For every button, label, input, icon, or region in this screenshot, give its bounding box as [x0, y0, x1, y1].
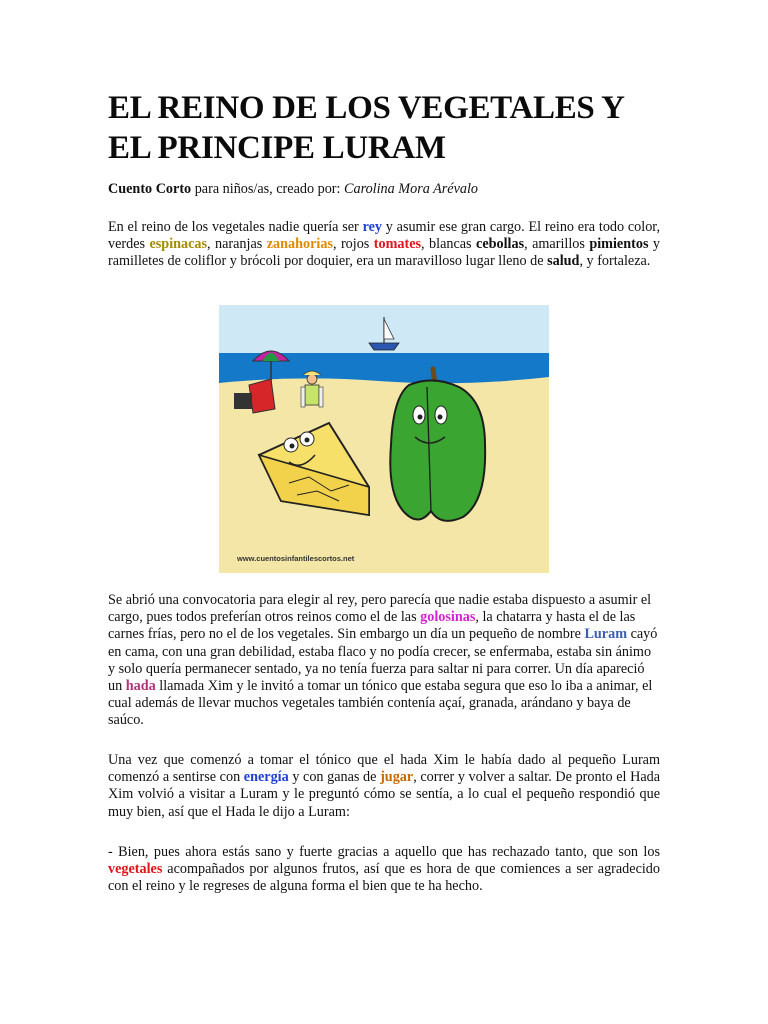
beach-bag [234, 393, 252, 409]
byline-text: para niños/as, creado por: [191, 181, 345, 197]
text-run: y ramilletes de coliflor y brócoli por doquier, era un maravilloso lugar lleno de [108, 236, 661, 270]
text-run: - Bien, pues ahora estás sano y fuerte gracias a aquello que has rechazado tanto, que son los [108, 844, 660, 860]
story-illustration [219, 305, 549, 573]
image-caption: www.cuentosinfantilescortos.net [237, 554, 355, 563]
towel [249, 379, 275, 413]
text-run: , naranjas [207, 236, 267, 253]
keyword-zanahorias: zanahorias [266, 236, 333, 253]
text-run: cayó en cama, con una gran debilidad, estaba flaco y no podía crecer, se enfermaba, estaba sin ánimo y solo quería permanecer sentado, ya no tenía fuerza para saltar ni para correr. Un día apareció un [108, 626, 658, 695]
keyword-cebollas: cebollas [476, 236, 525, 253]
text-run: Una vez que comenzó a tomar el tónico que el hada Xim le había dado al pequeño Luram comenzó a sentirse con [108, 752, 660, 786]
keyword-vegetales: vegetales [108, 861, 163, 878]
keyword-pimientos: pimientos [589, 236, 649, 253]
text-run: En el reino de los vegetales nadie quería ser [108, 219, 363, 235]
keyword-salud: salud [547, 253, 580, 270]
paragraph-2 [108, 592, 660, 730]
keyword-rey: rey [362, 219, 382, 235]
beach-illustration [219, 305, 549, 573]
keyword-hada: hada [125, 678, 156, 695]
byline-author: Carolina Mora Arévalo [344, 181, 479, 197]
byline [108, 181, 660, 198]
byline-label: Cuento Corto [108, 181, 192, 197]
text-run: , blancas [421, 236, 477, 253]
paragraph-1 [108, 219, 660, 271]
text-run: , amarillos [524, 236, 590, 253]
document-title: EL REINO DE LOS VEGETALES Y EL PRINCIPE LURAM [108, 90, 624, 166]
paragraph-3 [108, 752, 660, 821]
keyword-energia: energía [243, 769, 289, 786]
keyword-tomates: tomates [373, 236, 422, 253]
text-run: , correr y volver a saltar. De pronto el Hada Xim volvió a visitar a Luram y le preguntó cómo se sentía, a lo cual el pequeño respondió que muy bien, así que el Hada le dijo a Luram: [108, 769, 661, 820]
text-run: llamada Xim y le invitó a tomar un tónico que estaba segura que eso lo iba a animar, el cual además de llevar muchos vegetales también contenía açaí, granada, arándano y baya de saúco. [108, 678, 653, 729]
paragraph-4 [108, 844, 660, 896]
text-run: , rojos [332, 236, 374, 253]
text-run: acompañados por algunos frutos, así que es hora de que comiences a ser agradecido con el reino y le regreses de alguna forma el bien que te ha hecho. [108, 861, 660, 895]
keyword-golosinas: golosinas [420, 609, 476, 626]
keyword-jugar: jugar [380, 769, 414, 786]
keyword-luram: Luram [584, 626, 628, 643]
text-run: Se abrió una convocatoria para elegir al rey, pero parecía que nadie estaba dispuesto a asumir el cargo, pues todos preferían otros reinos como el de las [108, 592, 652, 626]
text-run: , la chatarra y hasta el de las carnes frías, pero no el de los vegetales. Sin embargo un día un pequeño de nombre [108, 609, 636, 643]
keyword-espinacas: espinacas [149, 236, 208, 253]
text-run: y con ganas de [288, 769, 381, 786]
text-run: , y fortaleza. [579, 253, 651, 270]
text-run: y asumir ese gran cargo. El reino era todo color, verdes [108, 219, 660, 253]
